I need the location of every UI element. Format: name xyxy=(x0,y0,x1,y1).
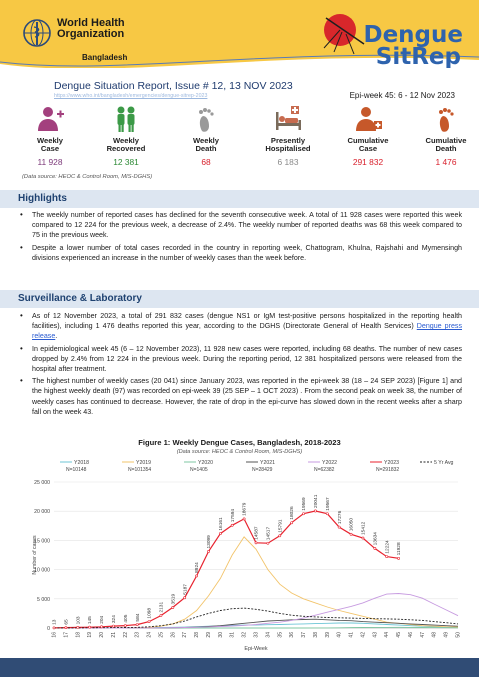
x-tick-label: 36 xyxy=(289,632,296,638)
x-tick-label: 26 xyxy=(170,632,177,638)
weekly-cases-chart xyxy=(0,458,479,658)
y2023-data-label: 5187 xyxy=(183,584,189,595)
y2023-data-label: 103 xyxy=(76,616,82,625)
y2023-point xyxy=(195,575,197,577)
list-item xyxy=(18,311,462,342)
y2023-point xyxy=(374,547,376,549)
y-tick-label: 5 000 xyxy=(37,596,50,603)
legend-subtitle: N=1405 xyxy=(190,467,208,473)
report-link[interactable]: https://www.who.int/bangladesh/emergencies/dengue-sitrep-2023 xyxy=(54,93,208,99)
kpi-label-line2: Hospitalised xyxy=(265,144,311,154)
y2023-point xyxy=(279,535,281,537)
brand-sitrep: SitRep xyxy=(375,44,461,68)
x-tick-label: 23 xyxy=(134,632,141,638)
y2023-data-label: 20041 xyxy=(314,494,320,508)
footer-band xyxy=(0,658,479,677)
x-tick-label: 49 xyxy=(443,632,450,638)
highlights-list xyxy=(18,210,462,265)
surveillance-list xyxy=(18,311,462,419)
y2023-data-label: 324 xyxy=(112,615,118,624)
y2023-point xyxy=(314,510,316,512)
x-tick-label: 48 xyxy=(431,632,438,638)
y2023-point xyxy=(184,597,186,599)
list-item: • In epidemiological week 45 (6 – 12 November 2023), 11 928 new cases were reported, including 68 deaths. The number of new cases dropped by 2.4% from 12 224 in the previous week. During the reporting period, 12 381 hospitalized persons were released from the hospital after treatment. xyxy=(18,344,462,375)
legend-entry: Y2022 xyxy=(322,460,338,466)
bullet-end: . xyxy=(55,332,58,341)
x-tick-label: 39 xyxy=(324,632,331,638)
y2023-data-label: 13634 xyxy=(373,532,379,546)
highlights-header xyxy=(0,190,479,208)
x-tick-label: 19 xyxy=(87,632,94,638)
section-title: Surveillance & Laboratory xyxy=(18,293,142,304)
y2023-data-label: 12224 xyxy=(385,540,391,554)
y2023-point xyxy=(207,550,209,552)
org-line-2: Organization xyxy=(57,28,125,40)
y2023-point xyxy=(350,533,352,535)
x-tick-label: 50 xyxy=(455,632,462,638)
x-tick-label: 28 xyxy=(194,632,201,638)
x-tick-label: 29 xyxy=(205,632,212,638)
x-tick-label: 42 xyxy=(360,632,367,638)
x-tick-label: 27 xyxy=(182,632,189,638)
y2023-point xyxy=(219,533,221,535)
x-tick-label: 32 xyxy=(241,632,248,638)
y2023-point xyxy=(302,513,304,515)
y2023-data-label: 13099 xyxy=(207,535,213,549)
y2023-data-label: 145 xyxy=(88,616,94,625)
y-tick-label: 0 xyxy=(47,626,50,632)
y2023-point xyxy=(362,537,364,539)
kpi-row xyxy=(14,104,466,176)
x-tick-label: 44 xyxy=(384,632,391,638)
x-tick-label: 16 xyxy=(51,632,58,638)
who-emblem-icon xyxy=(22,18,52,48)
y2023-data-label: 17276 xyxy=(337,510,343,525)
x-tick-label: 25 xyxy=(158,632,165,638)
y-axis-label: Number of cases xyxy=(32,535,38,575)
report-title: Dengue Situation Report, Issue # 12, 13 NOV 2023 xyxy=(54,80,293,92)
kpi-label-line1: Cumulative xyxy=(347,136,389,145)
x-tick-label: 18 xyxy=(75,632,82,638)
y2023-data-label: 3519 xyxy=(171,593,177,605)
kpi-label-line1: Weekly xyxy=(36,136,64,145)
kpi-label-line2: Case xyxy=(358,144,378,154)
legend-subtitle: N=10148 xyxy=(66,467,87,473)
x-tick-label: 35 xyxy=(277,632,284,638)
y2023-point xyxy=(100,626,102,628)
x-tick-label: 33 xyxy=(253,632,260,638)
x-tick-label: 31 xyxy=(229,632,236,638)
list-item: • The highest number of weekly cases (20 041) since January 2023, was reported in the epi-week 38 (18 – 24 SEP 2023) [Figure 1] and the highest weekly death (97) was recorded on epi-week 39 (25 SEP – 1 OCT 2023) . From the second peak on week 38, the number of weekly cases has continued to decrease. However, the rate of drop in the epi-curve has slowed down in the recent weeks after a sharp fall on the week 43. xyxy=(18,376,462,417)
x-tick-label: 46 xyxy=(407,632,414,638)
y2023-data-label: 13 xyxy=(52,619,58,625)
kpi-weekly-death xyxy=(170,104,242,167)
y2023-point xyxy=(291,522,293,524)
x-tick-label: 47 xyxy=(419,632,426,638)
y2023-point xyxy=(231,524,233,526)
y2023-point xyxy=(386,556,388,558)
org-line-1: World Health xyxy=(57,17,125,29)
legend-subtitle: N=28429 xyxy=(252,467,273,473)
y2023-point xyxy=(267,542,269,544)
y2023-data-label: 17594 xyxy=(230,508,236,523)
y2023-point xyxy=(243,518,245,520)
figure-title: Figure 1: Weekly Dengue Cases, Bangladesh, 2018-2023 xyxy=(138,438,341,447)
legend-subtitle: N=291832 xyxy=(376,467,400,473)
y2023-data-label: 11928 xyxy=(397,542,403,556)
x-tick-label: 21 xyxy=(110,632,117,638)
kpi-label-line1: Presently xyxy=(270,136,306,145)
report-header xyxy=(0,0,479,68)
kpi-cumulative-death xyxy=(410,104,479,167)
y-tick-label: 10 000 xyxy=(34,567,50,574)
y2023-data-label: 19567 xyxy=(325,497,331,511)
y2023-point xyxy=(136,623,138,625)
kpi-label-line1: Cumulative xyxy=(425,136,467,145)
y2023-data-label: 204 xyxy=(100,615,106,624)
legend-entry: 5 Yr Avg xyxy=(434,460,454,466)
y-tick-label: 20 000 xyxy=(34,509,50,516)
y2023-data-label: 1098 xyxy=(147,607,153,619)
x-tick-label: 20 xyxy=(99,632,106,638)
x-tick-label: 38 xyxy=(312,632,319,638)
x-tick-label: 24 xyxy=(146,632,153,638)
person-plus-icon xyxy=(35,104,65,134)
y2023-point xyxy=(160,614,162,616)
y2023-point xyxy=(77,626,79,628)
kpi-label-line1: Weekly xyxy=(112,136,140,145)
y2023-point xyxy=(89,626,91,628)
legend-entry: Y2023 xyxy=(384,460,400,466)
kpi-weekly-recovered xyxy=(90,104,162,167)
kpi-presently-hospitalised xyxy=(252,104,324,167)
y2023-point xyxy=(172,606,174,608)
list-item: • The weekly number of reported cases has declined for the seventh consecutive week. A total of 11 928 cases were reported this week compared to 12 224 for the previous week, a decrease of 2.4%. The weekly number of reported deaths was 68 this week compared to 75 in the previous week. xyxy=(18,210,462,241)
legend-entry: Y2019 xyxy=(136,460,152,466)
x-tick-label: 30 xyxy=(217,632,224,638)
x-tick-label: 37 xyxy=(301,632,308,638)
y2023-point xyxy=(338,526,340,528)
kpi-label-line2: Death xyxy=(195,144,217,154)
y2023-data-label: 65 xyxy=(64,619,70,625)
y2023-data-label: 14517 xyxy=(266,526,272,541)
section-title: Highlights xyxy=(18,193,67,204)
epi-week-label: Epi-week 45: 6 - 12 Nov 2023 xyxy=(349,91,455,100)
kpi-value: 291 832 xyxy=(352,156,384,167)
legend-subtitle: N=62382 xyxy=(314,467,335,473)
y2023-data-label: 16050 xyxy=(349,517,355,532)
kpi-label-line2: Case xyxy=(40,144,60,154)
x-tick-label: 43 xyxy=(372,632,379,638)
y2023-point xyxy=(148,620,150,622)
kpi-value: 11 928 xyxy=(37,156,63,167)
y2023-data-label: 584 xyxy=(135,613,141,622)
kpi-cumulative-case xyxy=(332,104,404,167)
y2023-data-label: 18026 xyxy=(290,506,296,520)
y-tick-label: 25 000 xyxy=(34,480,50,486)
surveillance-header xyxy=(0,290,479,308)
footprint-icon xyxy=(431,104,461,134)
figure-source: (Data source: HEOC & Control Room, MIS-DGHS) xyxy=(176,449,303,455)
y2023-data-label: 14587 xyxy=(254,526,260,540)
kpi-value: 68 xyxy=(201,156,211,167)
x-tick-label: 17 xyxy=(63,632,70,638)
kpi-value: 1 476 xyxy=(435,156,457,167)
y2023-point xyxy=(326,513,328,515)
y2023-data-label: 19569 xyxy=(302,497,308,511)
y2023-point xyxy=(255,542,257,544)
kpi-data-source: (Data source: HEOC & Control Room, MIS-DGHS) xyxy=(22,174,153,180)
legend-entry: Y2020 xyxy=(198,460,214,466)
who-name xyxy=(57,18,125,40)
y2023-point xyxy=(124,625,126,627)
x-tick-label: 34 xyxy=(265,632,272,638)
y2023-data-label: 15791 xyxy=(278,519,284,533)
x-tick-label: 40 xyxy=(336,632,343,638)
country-label: Bangladesh xyxy=(82,53,128,62)
y2023-point xyxy=(65,627,67,629)
x-tick-label: 22 xyxy=(122,632,129,638)
bullet-text: As of 12 November 2023, a total of 291 832 cases (dengue NS1 or IgM test-positive persons hospitalized in the reporting health facilities), including 1 476 deaths reported this year, according to the DGHS (Directorate General of Health Services) xyxy=(32,312,462,331)
kpi-label-line2: Death xyxy=(435,144,457,154)
legend-subtitle: N=101354 xyxy=(128,467,152,473)
brand-dengue: Dengue xyxy=(363,22,463,48)
y2023-data-label: 8924 xyxy=(195,562,201,573)
y-tick-label: 15 000 xyxy=(34,538,50,545)
list-item: • Despite a lower number of total cases recorded in the country in reporting week, Chattogram, Khulna, Rajshahi and Mymensingh divisions experienced an increase in the number of weekly cases than the week before. xyxy=(18,243,462,263)
kpi-weekly-case xyxy=(14,104,86,167)
kpi-label-line1: Weekly xyxy=(192,136,220,145)
press-release-link[interactable]: Dengue press release xyxy=(32,322,463,341)
y2023-data-label: 2131 xyxy=(159,601,165,613)
hospital-bed-icon xyxy=(273,104,303,134)
footprint-icon xyxy=(191,104,221,134)
people-icon xyxy=(111,104,141,134)
kpi-value: 12 381 xyxy=(113,156,139,167)
y2023-data-label: 15412 xyxy=(361,521,367,535)
kpi-label-line2: Recovered xyxy=(106,144,146,154)
y2023-data-label: 405 xyxy=(123,614,129,623)
x-axis-label: Epi-Week xyxy=(244,646,268,652)
y2023-point xyxy=(112,625,114,627)
x-tick-label: 45 xyxy=(396,632,403,638)
y2023-data-label: 18679 xyxy=(242,502,248,516)
y2023-point xyxy=(397,557,399,559)
x-tick-label: 41 xyxy=(348,632,355,638)
kpi-value: 6 183 xyxy=(277,156,299,167)
y2023-point xyxy=(53,627,55,629)
legend-entry: Y2021 xyxy=(260,460,276,466)
person-plus-icon xyxy=(353,104,383,134)
y2023-data-label: 16161 xyxy=(218,517,224,531)
legend-entry: Y2018 xyxy=(74,460,90,466)
